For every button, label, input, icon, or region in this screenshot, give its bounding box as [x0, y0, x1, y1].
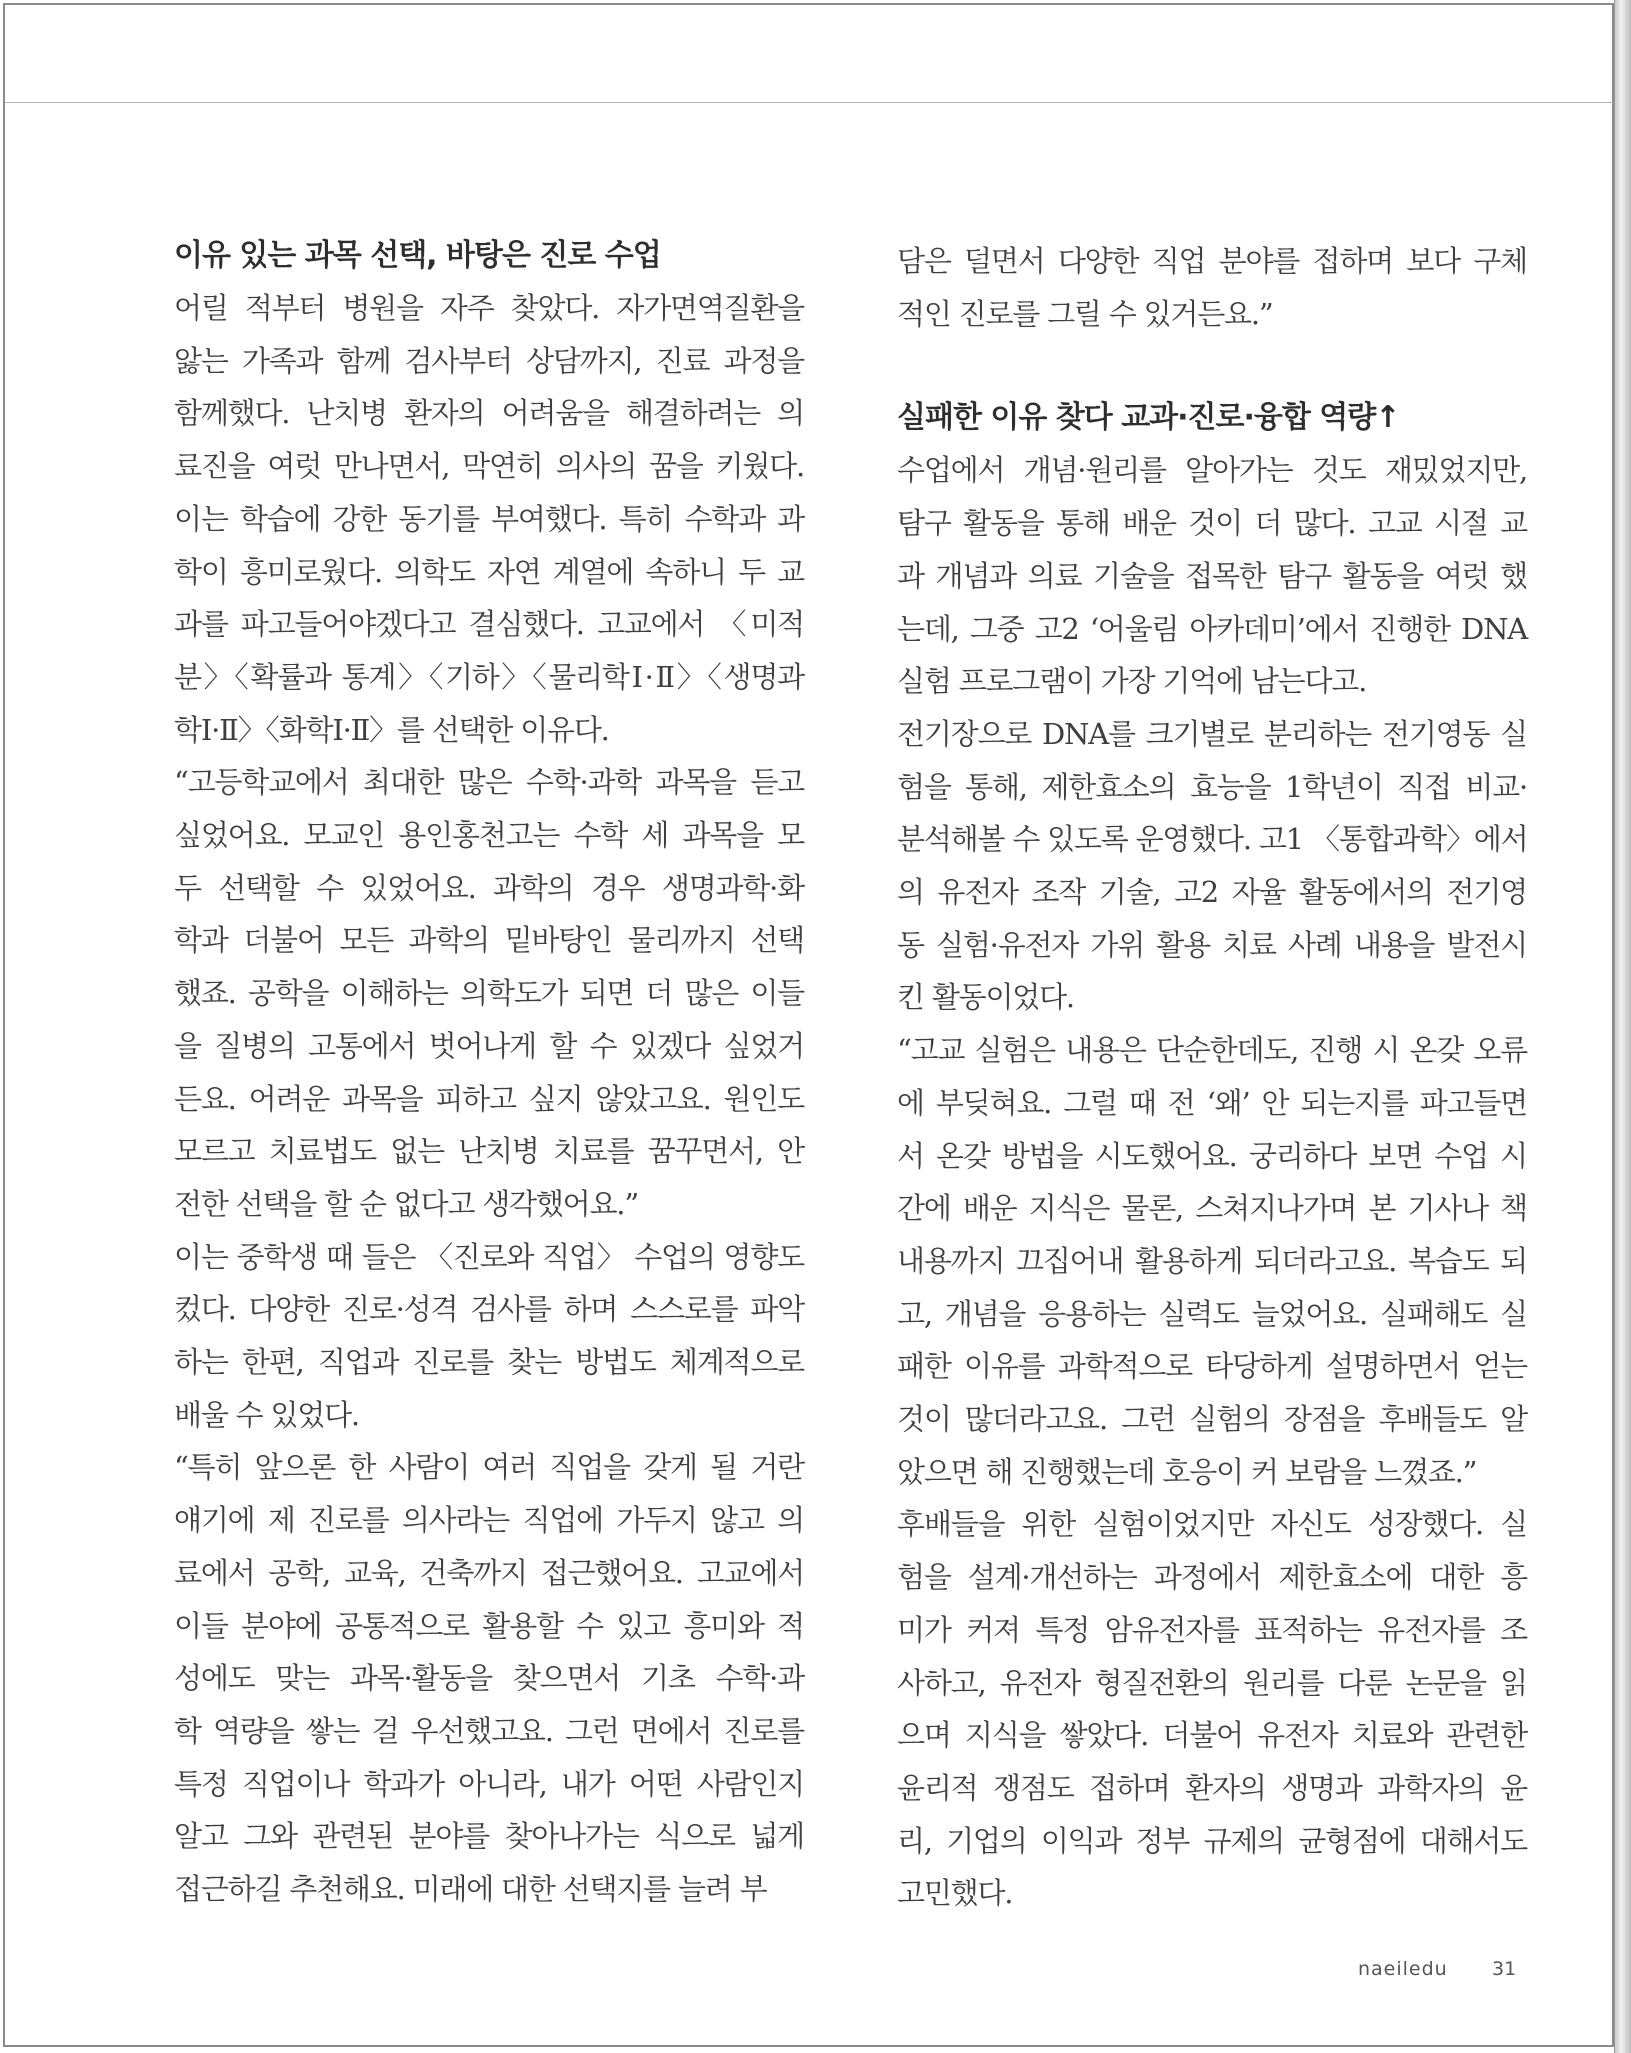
text-line: 얘기에 제 진로를 의사라는 직업에 가두지 않고 의 — [174, 1503, 804, 1538]
text-line: 함께했다. 난치병 환자의 어려움을 해결하려는 의 — [174, 396, 804, 431]
text-line: 내용까지 끄집어내 활용하게 되더라고요. 복습도 되 — [897, 1243, 1527, 1278]
text-line: 알고 그와 관련된 분야를 찾아나가는 식으로 넓게 — [174, 1819, 804, 1854]
text-line: 험을 설계·개선하는 과정에서 제한효소에 대한 흥 — [897, 1560, 1527, 1595]
body-paragraph — [897, 235, 1527, 340]
text-line: 사하고, 유전자 형질전환의 원리를 다룬 논문을 읽 — [897, 1665, 1527, 1700]
body-paragraph — [174, 756, 804, 1230]
body-paragraph — [174, 1231, 804, 1442]
text-line: 것이 많더라고요. 그런 실험의 장점을 후배들도 알 — [897, 1402, 1527, 1437]
text-line: 모르고 치료법도 없는 난치병 치료를 꿈꾸면서, 안 — [174, 1134, 804, 1169]
body-paragraph — [897, 444, 1527, 708]
body-paragraph — [897, 1024, 1527, 1498]
text-line: 이는 중학생 때 들은 〈진로와 직업〉 수업의 영향도 — [174, 1239, 804, 1274]
text-line: 학 역량을 쌓는 걸 우선했고요. 그런 면에서 진로를 — [174, 1713, 804, 1748]
text-line: 에 부딪혀요. 그럴 때 전 ‘왜’ 안 되는지를 파고들면 — [897, 1085, 1527, 1120]
top-divider — [5, 102, 1613, 103]
left-paragraphs — [174, 282, 804, 1916]
text-line: 분석해볼 수 있도록 운영했다. 고1 〈통합과학〉에서 — [897, 822, 1528, 857]
text-line: 특정 직업이나 학과가 아니라, 내가 어떤 사람인지 — [174, 1766, 804, 1801]
text-line: 윤리적 쟁점도 접하며 환자의 생명과 과학자의 윤 — [897, 1770, 1527, 1805]
body-paragraph — [897, 1498, 1527, 1920]
text-line: 고, 개념을 응용하는 실력도 늘었어요. 실패해도 실 — [897, 1296, 1527, 1331]
text-line: 실험 프로그램이 가장 기억에 남는다고. — [897, 664, 1367, 699]
text-line: 성에도 맞는 과목·활동을 찾으면서 기초 수학·과 — [174, 1661, 804, 1696]
page-spine — [1614, 0, 1631, 2053]
text-line: 전한 선택을 할 순 없다고 생각했어요.” — [174, 1186, 638, 1221]
footer-brand: naeiledu — [1358, 1958, 1448, 1980]
text-line: “고교 실험은 내용은 단순한데도, 진행 시 온갖 오류 — [897, 1033, 1527, 1068]
body-paragraph — [174, 282, 804, 756]
text-line: 분〉〈확률과 통계〉〈기하〉〈물리학Ⅰ·Ⅱ〉〈생명과 — [174, 659, 804, 694]
text-line: 담은 덜면서 다양한 직업 분야를 접하며 보다 구체 — [897, 244, 1527, 278]
text-line: 으며 지식을 쌓았다. 더불어 유전자 치료와 관련한 — [897, 1718, 1527, 1753]
text-line: 했죠. 공학을 이해하는 의학도가 되면 더 많은 이들 — [174, 976, 804, 1011]
text-line: 어릴 적부터 병원을 자주 찾았다. 자가면역질환을 — [174, 291, 804, 325]
text-line: 싶었어요. 모교인 용인홍천고는 수학 세 과목을 모 — [174, 818, 804, 853]
section-heading-course-selection: 이유 있는 과목 선택, 바탕은 진로 수업 — [174, 238, 661, 273]
text-line: 킨 활동이었다. — [897, 980, 1074, 1015]
body-paragraph — [174, 1441, 804, 1915]
text-line: 료에서 공학, 교육, 건축까지 접근했어요. 고교에서 — [174, 1555, 804, 1590]
text-line: 서 온갖 방법을 시도했어요. 궁리하다 보면 수업 시 — [897, 1138, 1527, 1173]
text-line: 패한 이유를 과학적으로 타당하게 설명하면서 얻는 — [897, 1349, 1527, 1384]
text-line: 접근하길 추천해요. 미래에 대한 선택지를 늘려 부 — [174, 1872, 767, 1907]
text-line: 과를 파고들어야겠다고 결심했다. 고교에서 〈미적 — [174, 607, 804, 642]
text-line: 학이 흥미로웠다. 의학도 자연 계열에 속하니 두 교 — [174, 554, 804, 589]
text-line: 았으면 해 진행했는데 호응이 커 보람을 느꼈죠.” — [897, 1454, 1477, 1489]
text-line: “고등학교에서 최대한 많은 수학·과학 과목을 듣고 — [174, 765, 804, 800]
text-line: 탐구 활동을 통해 배운 것이 더 많다. 고교 시절 교 — [897, 506, 1527, 541]
text-line: 든요. 어려운 과목을 피하고 싶지 않았고요. 원인도 — [174, 1081, 804, 1116]
text-line: 적인 진로를 그릴 수 있거든요.” — [897, 296, 1273, 331]
text-line: 미가 커져 특정 암유전자를 표적하는 유전자를 조 — [897, 1612, 1527, 1647]
text-line: 리, 기업의 이익과 정부 규제의 균형점에 대해서도 — [897, 1823, 1527, 1858]
right-intro-paragraph — [897, 235, 1527, 340]
right-column — [897, 235, 1527, 1920]
text-line: 과 개념과 의료 기술을 접목한 탐구 활동을 여럿 했 — [897, 558, 1527, 593]
text-line: 고민했다. — [897, 1876, 1013, 1911]
text-line: 의 유전자 조작 기술, 고2 자율 활동에서의 전기영 — [897, 875, 1527, 910]
text-line: 료진을 여럿 만나면서, 막연히 의사의 꿈을 키웠다. — [174, 449, 804, 484]
body-paragraph — [897, 708, 1527, 1024]
text-line: 앓는 가족과 함께 검사부터 상담까지, 진료 과정을 — [174, 343, 804, 378]
text-line: 동 실험·유전자 가위 활용 치료 사례 내용을 발전시 — [897, 927, 1527, 962]
text-line: 이는 학습에 강한 동기를 부여했다. 특히 수학과 과 — [174, 501, 804, 536]
left-column — [174, 230, 804, 1916]
section-heading-failure-reasons: 실패한 이유 찾다 교과·진로·융합 역량↑ — [897, 400, 1400, 436]
page-number: 31 — [1492, 1958, 1517, 1980]
text-line: 후배들을 위한 실험이었지만 자신도 성장했다. 실 — [897, 1507, 1527, 1542]
text-line: 험을 통해, 제한효소의 효능을 1학년이 직접 비교· — [897, 769, 1527, 804]
text-line: 전기장으로 DNA를 크기별로 분리하는 전기영동 실 — [897, 716, 1527, 751]
text-line: 수업에서 개념·원리를 알아가는 것도 재밌었지만, — [897, 453, 1527, 488]
text-line: “특히 앞으론 한 사람이 여러 직업을 갖게 될 거란 — [174, 1450, 804, 1485]
text-line: 을 질병의 고통에서 벗어나게 할 수 있겠다 싶었거 — [174, 1028, 804, 1063]
text-line: 이들 분야에 공통적으로 활용할 수 있고 흥미와 적 — [174, 1608, 804, 1643]
text-line: 학Ⅰ·Ⅱ〉〈화학Ⅰ·Ⅱ〉를 선택한 이유다. — [174, 712, 609, 747]
text-line: 배울 수 있었다. — [174, 1397, 359, 1432]
right-paragraphs — [897, 444, 1527, 1920]
text-line: 는데, 그중 고2 ‘어울림 아카데미’에서 진행한 DNA — [897, 611, 1527, 646]
text-line: 컸다. 다양한 진로·성격 검사를 하며 스스로를 파악 — [174, 1292, 804, 1327]
text-line: 학과 더불어 모든 과학의 밑바탕인 물리까지 선택 — [174, 923, 804, 958]
section-gap — [897, 340, 1527, 392]
text-line: 하는 한편, 직업과 진로를 찾는 방법도 체계적으로 — [174, 1345, 804, 1380]
text-line: 간에 배운 지식은 물론, 스쳐지나가며 본 기사나 책 — [897, 1191, 1527, 1226]
text-line: 두 선택할 수 있었어요. 과학의 경우 생명과학·화 — [174, 870, 804, 905]
